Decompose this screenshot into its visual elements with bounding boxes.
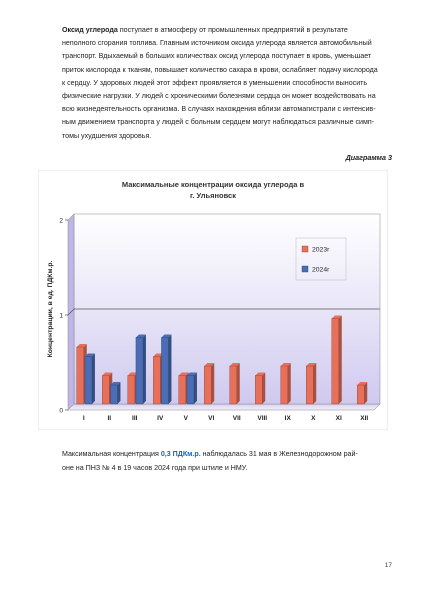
bar-front [77,347,84,404]
bar-series1-XII [357,382,367,404]
bar-front [255,376,262,405]
bar-side [194,373,197,405]
bar-side [262,373,265,405]
concentration-chart [38,170,388,430]
plot-floor [68,404,380,410]
x-tick-label: IX [284,415,291,422]
x-tick-label: IV [157,415,164,422]
y-axis-label: Концентрации, в ед. ПДКм.р. [47,260,54,358]
intro-line: томы ухудшения здоровья. [62,131,152,140]
bar-side [288,363,291,404]
bar-series1-VIII [255,373,265,405]
footer-after: наблюдалась 31 мая в Железнодорожном рай- [200,450,358,458]
legend-swatch [302,246,308,252]
bar-side [117,382,120,404]
bar-series1-IX [281,363,291,404]
chart-title-line1: Максимальные концентрации оксида углерода в [121,180,305,189]
bar-side [143,335,146,405]
legend-label: 2023г [312,246,330,254]
bar-front [161,338,168,405]
bar-series1-XI [332,316,342,405]
bar-series2-III [136,335,146,405]
x-tick-label: XII [360,415,369,422]
intro-line: поступает в атмосферу от промышленных предприятий в результате [117,26,348,34]
bar-series2-V [187,373,197,405]
x-tick-label: VI [208,415,215,422]
bar-side [313,363,316,404]
bar-series1-VI [204,363,214,404]
x-tick-label: VII [232,415,241,422]
legend-swatch [302,266,308,272]
bar-side [168,335,171,405]
bar-side [237,363,240,404]
bar-front [128,376,135,405]
x-tick-label: XI [335,415,342,422]
bar-series2-I [85,354,95,405]
bar-side [92,354,95,405]
intro-line: неполного сгорания топлива. Главным источником оксида углерода является автомобильный [62,39,372,48]
bar-side [211,363,214,404]
x-tick-label: X [311,415,316,422]
bar-front [204,366,211,404]
bar-front [136,338,143,405]
bar-series2-II [110,382,120,404]
bar-front [102,376,109,405]
intro-lead: Оксид углерода [62,26,118,34]
bar-front [230,366,237,404]
footer-before: Максимальная концентрация [62,450,161,458]
bar-front [332,319,339,405]
footer-line2: оне на ПНЗ № 4 в 19 часов 2024 года при штиле и НМУ. [62,464,248,472]
bar-series1-VII [230,363,240,404]
bar-front [306,366,313,404]
bar-front [153,357,160,405]
page-number: 17 [384,562,392,569]
bar-side [339,316,342,405]
y-tick-label: 2 [59,217,63,225]
footer-paragraph [62,447,394,475]
x-tick-label: V [183,415,188,422]
bar-front [187,376,194,405]
x-tick-label: III [132,415,138,422]
intro-paragraph [62,24,392,143]
intro-line: всю жизнедеятельность организма. В случаях нахождения вблизи автомагистрали с интенсив- [62,105,376,114]
x-tick-label: II [107,415,112,422]
bar-front [281,366,288,404]
bar-side [364,382,367,404]
intro-line: физические нагрузки. У людей с хроническими болезнями сердца он может воздействовать на [62,92,376,101]
x-tick-label: VIII [257,415,268,422]
diagram-label: Диаграмма 3 [345,153,392,162]
intro-line: приток кислорода к тканям, повышает количество сахара в крови, ослабляет подачу кислорода [62,65,378,74]
intro-line: к сердцу. У здоровых людей этот эффект проявляется в уменьшении способности выносить [62,78,368,87]
bar-front [85,357,92,405]
intro-line: транспорт. Вдыхаемый в больших количествах оксид углерода поступает в кровь, уменьшает [62,52,372,61]
intro-line: ным движением транспорта у людей с больным сердцем могут наблюдаться различные симп- [62,118,375,127]
x-tick-label: I [82,415,85,422]
y-tick-label: 0 [59,407,63,415]
bar-front [357,385,364,404]
bar-front [110,385,117,404]
plot-area [59,214,380,422]
legend-label: 2024г [312,266,330,274]
bar-series2-IV [161,335,171,405]
footer-value: 0,3 ПДКм.р. [160,450,201,458]
bar-front [179,376,186,405]
bar-series1-X [306,363,316,404]
chart-title-line2: г. Ульяновск [190,191,236,200]
y-tick-label: 1 [59,312,63,320]
